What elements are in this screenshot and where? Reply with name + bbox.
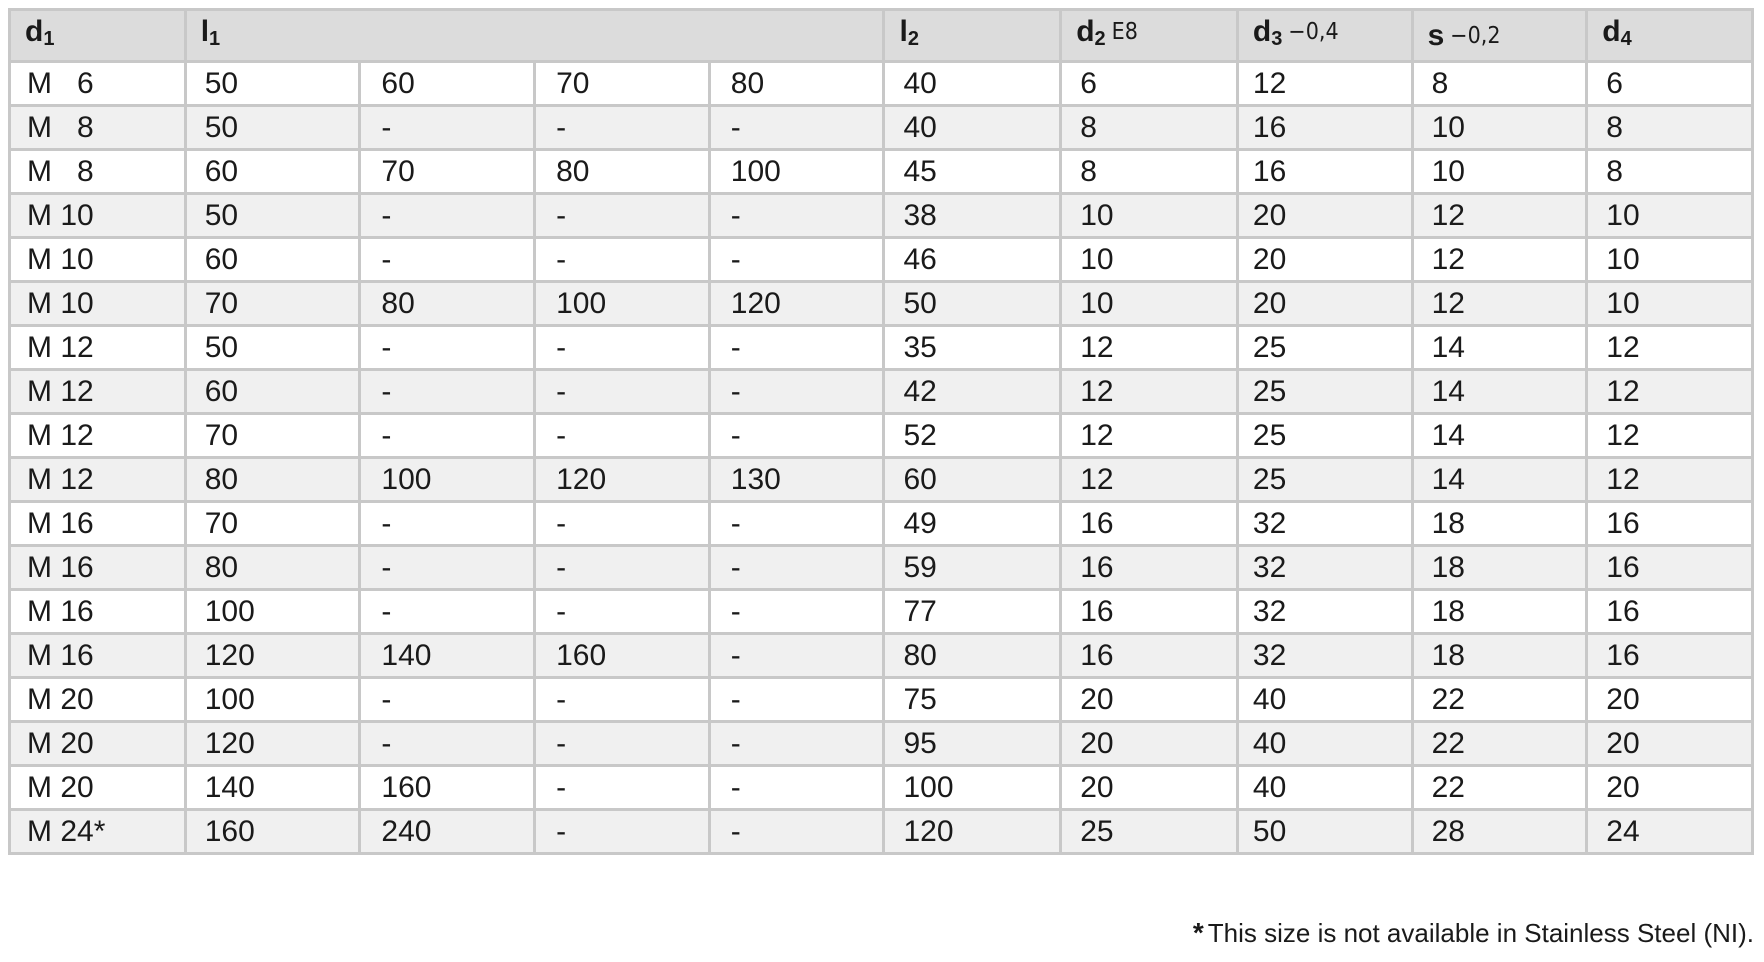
cell-d4: 24 xyxy=(1587,810,1753,854)
cell-d3: 20 xyxy=(1237,194,1412,238)
cell-s: 10 xyxy=(1412,150,1587,194)
cell-l2: 59 xyxy=(884,546,1061,590)
cell-d2: 10 xyxy=(1061,194,1238,238)
cell-d3: 16 xyxy=(1237,150,1412,194)
cell-d1: M 6 xyxy=(10,62,186,106)
cell-l1a: 160 xyxy=(185,810,360,854)
cell-l1a: 70 xyxy=(185,414,360,458)
header-l1-subscript: 1 xyxy=(209,28,221,50)
cell-d3: 32 xyxy=(1237,634,1412,678)
dimension-table xyxy=(8,8,1754,855)
cell-d3: 40 xyxy=(1237,722,1412,766)
cell-s: 12 xyxy=(1412,194,1587,238)
cell-d4: 12 xyxy=(1587,414,1753,458)
table-row xyxy=(10,62,1753,106)
cell-l2: 49 xyxy=(884,502,1061,546)
cell-l1d: - xyxy=(709,106,884,150)
table-row xyxy=(10,282,1753,326)
cell-d2: 20 xyxy=(1061,722,1238,766)
cell-l1d: - xyxy=(709,810,884,854)
cell-l1b: 60 xyxy=(360,62,535,106)
cell-d3: 32 xyxy=(1237,502,1412,546)
cell-d2: 25 xyxy=(1061,810,1238,854)
header-d2-symbol: d xyxy=(1076,15,1095,48)
cell-l1a: 70 xyxy=(185,502,360,546)
cell-d2: 10 xyxy=(1061,282,1238,326)
cell-l1c: - xyxy=(535,678,710,722)
cell-l1a: 120 xyxy=(185,722,360,766)
cell-l2: 50 xyxy=(884,282,1061,326)
cell-d4: 8 xyxy=(1587,150,1753,194)
cell-s: 28 xyxy=(1412,810,1587,854)
cell-d3: 40 xyxy=(1237,678,1412,722)
cell-l1a: 50 xyxy=(185,194,360,238)
cell-s: 18 xyxy=(1412,502,1587,546)
cell-l2: 95 xyxy=(884,722,1061,766)
cell-l2: 46 xyxy=(884,238,1061,282)
cell-d1: M 12 xyxy=(10,414,186,458)
cell-d2: 8 xyxy=(1061,150,1238,194)
cell-d1: M 20 xyxy=(10,678,186,722)
cell-l2: 80 xyxy=(884,634,1061,678)
header-l2-symbol: l xyxy=(899,15,908,48)
cell-d4: 8 xyxy=(1587,106,1753,150)
cell-l1d: - xyxy=(709,766,884,810)
cell-s: 8 xyxy=(1412,62,1587,106)
cell-d2: 16 xyxy=(1061,546,1238,590)
cell-l1b: - xyxy=(360,590,535,634)
cell-l2: 60 xyxy=(884,458,1061,502)
cell-d2: 20 xyxy=(1061,678,1238,722)
table-row xyxy=(10,150,1753,194)
footnote-marker: * xyxy=(1192,917,1204,948)
cell-d1: M 10 xyxy=(10,282,186,326)
cell-l1d: 130 xyxy=(709,458,884,502)
cell-s: 12 xyxy=(1412,238,1587,282)
header-l2 xyxy=(884,10,1061,62)
cell-l1d: - xyxy=(709,590,884,634)
table-row xyxy=(10,194,1753,238)
cell-l2: 40 xyxy=(884,62,1061,106)
header-d4-subscript: 4 xyxy=(1620,28,1632,50)
cell-l1b: - xyxy=(360,502,535,546)
header-d3-tolerance: −0,4 xyxy=(1288,19,1339,45)
cell-s: 10 xyxy=(1412,106,1587,150)
cell-l1c: 160 xyxy=(535,634,710,678)
cell-d4: 10 xyxy=(1587,194,1753,238)
cell-s: 14 xyxy=(1412,326,1587,370)
cell-d1: M 8 xyxy=(10,106,186,150)
header-d3 xyxy=(1237,10,1412,62)
cell-d3: 25 xyxy=(1237,458,1412,502)
cell-l1b: 100 xyxy=(360,458,535,502)
table-row xyxy=(10,238,1753,282)
cell-d2: 16 xyxy=(1061,502,1238,546)
cell-l1c: 80 xyxy=(535,150,710,194)
cell-d1: M 12 xyxy=(10,458,186,502)
header-d1-symbol: d xyxy=(25,15,44,48)
cell-d1: M 24* xyxy=(10,810,186,854)
cell-l1a: 80 xyxy=(185,546,360,590)
cell-d4: 16 xyxy=(1587,590,1753,634)
header-row xyxy=(10,10,1753,62)
cell-l1d: - xyxy=(709,678,884,722)
cell-d1: M 16 xyxy=(10,546,186,590)
table-body xyxy=(10,62,1753,854)
cell-d1: M 16 xyxy=(10,634,186,678)
table-row xyxy=(10,810,1753,854)
cell-l1a: 60 xyxy=(185,150,360,194)
cell-d3: 16 xyxy=(1237,106,1412,150)
cell-l1b: - xyxy=(360,678,535,722)
cell-d4: 6 xyxy=(1587,62,1753,106)
cell-l1d: 80 xyxy=(709,62,884,106)
cell-d1: M 20 xyxy=(10,722,186,766)
cell-d2: 12 xyxy=(1061,326,1238,370)
cell-s: 12 xyxy=(1412,282,1587,326)
cell-l1c: - xyxy=(535,722,710,766)
footnote xyxy=(1193,917,1754,949)
header-d4 xyxy=(1587,10,1753,62)
header-d4-symbol: d xyxy=(1602,15,1621,48)
header-s xyxy=(1412,10,1587,62)
header-d3-subscript: 3 xyxy=(1271,28,1283,50)
cell-d4: 10 xyxy=(1587,282,1753,326)
cell-s: 14 xyxy=(1412,458,1587,502)
cell-d4: 12 xyxy=(1587,326,1753,370)
cell-l1d: - xyxy=(709,722,884,766)
cell-d3: 25 xyxy=(1237,326,1412,370)
table-row xyxy=(10,326,1753,370)
cell-l1b: 160 xyxy=(360,766,535,810)
cell-d1: M 16 xyxy=(10,502,186,546)
cell-l1a: 80 xyxy=(185,458,360,502)
cell-l1b: 140 xyxy=(360,634,535,678)
cell-l1d: - xyxy=(709,194,884,238)
cell-l1a: 60 xyxy=(185,370,360,414)
cell-d2: 12 xyxy=(1061,414,1238,458)
cell-l1c: 120 xyxy=(535,458,710,502)
cell-l2: 40 xyxy=(884,106,1061,150)
cell-d3: 32 xyxy=(1237,590,1412,634)
cell-d3: 20 xyxy=(1237,238,1412,282)
cell-l1c: - xyxy=(535,370,710,414)
cell-l1b: - xyxy=(360,326,535,370)
cell-l1d: - xyxy=(709,326,884,370)
cell-l2: 42 xyxy=(884,370,1061,414)
cell-d3: 25 xyxy=(1237,414,1412,458)
header-l1-symbol: l xyxy=(200,15,210,48)
table-row xyxy=(10,678,1753,722)
cell-d4: 10 xyxy=(1587,238,1753,282)
cell-d4: 20 xyxy=(1587,722,1753,766)
cell-l1a: 50 xyxy=(185,326,360,370)
cell-d1: M 12 xyxy=(10,370,186,414)
cell-l1c: - xyxy=(535,546,710,590)
header-d2-tolerance: E8 xyxy=(1111,19,1138,45)
cell-d2: 10 xyxy=(1061,238,1238,282)
header-d1 xyxy=(10,10,186,62)
cell-d3: 40 xyxy=(1237,766,1412,810)
cell-l1c: 70 xyxy=(535,62,710,106)
cell-d1: M 10 xyxy=(10,194,186,238)
cell-d1: M 10 xyxy=(10,238,186,282)
header-s-symbol: s xyxy=(1427,18,1445,52)
cell-l2: 100 xyxy=(884,766,1061,810)
footnote-text: This size is not available in Stainless Steel (NI). xyxy=(1207,918,1754,948)
cell-d2: 20 xyxy=(1061,766,1238,810)
cell-l1c: - xyxy=(535,502,710,546)
cell-l1d: - xyxy=(709,502,884,546)
header-l1 xyxy=(185,10,884,62)
cell-l1d: - xyxy=(709,634,884,678)
table-row xyxy=(10,722,1753,766)
table-row xyxy=(10,414,1753,458)
cell-l2: 77 xyxy=(884,590,1061,634)
cell-l2: 38 xyxy=(884,194,1061,238)
cell-d4: 16 xyxy=(1587,546,1753,590)
table-row xyxy=(10,634,1753,678)
cell-l1b: - xyxy=(360,106,535,150)
cell-l1b: - xyxy=(360,722,535,766)
cell-l1b: - xyxy=(360,194,535,238)
cell-d4: 16 xyxy=(1587,634,1753,678)
table-row xyxy=(10,106,1753,150)
cell-l1c: - xyxy=(535,326,710,370)
cell-d3: 50 xyxy=(1237,810,1412,854)
cell-l2: 45 xyxy=(884,150,1061,194)
cell-s: 22 xyxy=(1412,722,1587,766)
cell-s: 18 xyxy=(1412,546,1587,590)
cell-l1c: - xyxy=(535,590,710,634)
cell-d1: M 12 xyxy=(10,326,186,370)
header-l2-subscript: 2 xyxy=(907,28,919,50)
cell-d3: 12 xyxy=(1237,62,1412,106)
cell-l1d: 120 xyxy=(709,282,884,326)
cell-d4: 16 xyxy=(1587,502,1753,546)
cell-s: 22 xyxy=(1412,678,1587,722)
header-s-tolerance: −0,2 xyxy=(1450,22,1501,49)
cell-d3: 25 xyxy=(1237,370,1412,414)
table-row xyxy=(10,546,1753,590)
cell-l1c: - xyxy=(535,810,710,854)
cell-l1b: - xyxy=(360,370,535,414)
cell-d1: M 16 xyxy=(10,590,186,634)
cell-d3: 20 xyxy=(1237,282,1412,326)
table-row xyxy=(10,766,1753,810)
cell-l2: 75 xyxy=(884,678,1061,722)
cell-l1d: - xyxy=(709,414,884,458)
cell-d1: M 20 xyxy=(10,766,186,810)
cell-l1a: 70 xyxy=(185,282,360,326)
table-row xyxy=(10,502,1753,546)
cell-l1b: 80 xyxy=(360,282,535,326)
cell-d4: 20 xyxy=(1587,766,1753,810)
cell-l1d: - xyxy=(709,238,884,282)
header-d2 xyxy=(1061,10,1238,62)
cell-d1: M 8 xyxy=(10,150,186,194)
cell-s: 18 xyxy=(1412,634,1587,678)
cell-l1b: - xyxy=(360,238,535,282)
cell-l1c: - xyxy=(535,238,710,282)
cell-d2: 12 xyxy=(1061,458,1238,502)
cell-s: 14 xyxy=(1412,414,1587,458)
cell-d4: 12 xyxy=(1587,370,1753,414)
cell-d4: 12 xyxy=(1587,458,1753,502)
cell-s: 14 xyxy=(1412,370,1587,414)
table-row xyxy=(10,370,1753,414)
cell-l1c: 100 xyxy=(535,282,710,326)
cell-d2: 12 xyxy=(1061,370,1238,414)
cell-s: 22 xyxy=(1412,766,1587,810)
cell-l1a: 140 xyxy=(185,766,360,810)
cell-l1d: - xyxy=(709,546,884,590)
cell-l2: 35 xyxy=(884,326,1061,370)
cell-l1c: - xyxy=(535,106,710,150)
cell-l1d: - xyxy=(709,370,884,414)
cell-l1a: 50 xyxy=(185,106,360,150)
cell-l2: 120 xyxy=(884,810,1061,854)
cell-l1b: 240 xyxy=(360,810,535,854)
cell-l1c: - xyxy=(535,414,710,458)
cell-l1a: 60 xyxy=(185,238,360,282)
table-row xyxy=(10,458,1753,502)
header-d2-subscript: 2 xyxy=(1094,28,1106,50)
cell-d2: 6 xyxy=(1061,62,1238,106)
cell-l1a: 100 xyxy=(185,590,360,634)
cell-d2: 8 xyxy=(1061,106,1238,150)
cell-l1b: - xyxy=(360,546,535,590)
cell-d4: 20 xyxy=(1587,678,1753,722)
cell-l1c: - xyxy=(535,194,710,238)
cell-l1b: 70 xyxy=(360,150,535,194)
cell-d2: 16 xyxy=(1061,590,1238,634)
table-row xyxy=(10,590,1753,634)
header-d1-subscript: 1 xyxy=(43,28,55,50)
cell-l1a: 50 xyxy=(185,62,360,106)
cell-l2: 52 xyxy=(884,414,1061,458)
cell-l1b: - xyxy=(360,414,535,458)
cell-s: 18 xyxy=(1412,590,1587,634)
header-d3-symbol: d xyxy=(1252,15,1272,48)
cell-l1a: 100 xyxy=(185,678,360,722)
cell-l1a: 120 xyxy=(185,634,360,678)
cell-l1c: - xyxy=(535,766,710,810)
cell-d3: 32 xyxy=(1237,546,1412,590)
cell-l1d: 100 xyxy=(709,150,884,194)
cell-d2: 16 xyxy=(1061,634,1238,678)
